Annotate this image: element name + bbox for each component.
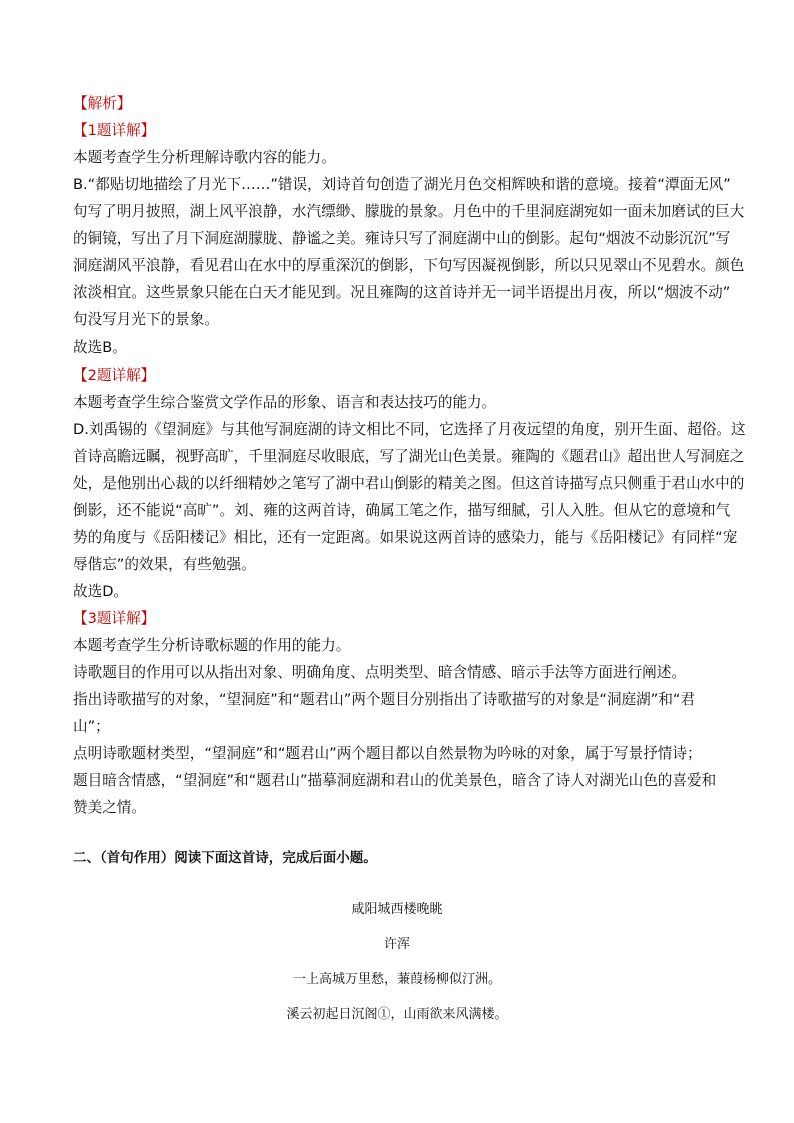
q3-line: 点明诗歌题材类型，“望洞庭”和“题君山”两个题目都以自然景物为吟咏的对象，属于写景抒情诗； (73, 745, 702, 762)
q3-line: 赞美之情。 (73, 799, 146, 816)
q2-line: 辱偕忘”的效果，有些勉强。 (73, 556, 256, 573)
q3-header: 【3题详解】 (73, 610, 156, 627)
q2-line: 倒影，还不能说“高旷”。刘、雍的这两首诗，确属工笔之作，描写细腻，引人入胜。但从它的意境和气 (73, 502, 731, 519)
q3-line: 题目暗含情感，“望洞庭”和“题君山”描摹洞庭湖和君山的优美景色，暗含了诗人对湖光山色的喜爱和 (73, 772, 717, 789)
q3-line: 本题考查学生分析诗歌标题的作用的能力。 (73, 637, 351, 654)
q3-line: 指出诗歌描写的对象，“望洞庭”和“题君山”两个题目分别指出了诗歌描写的对象是“洞庭湖”和“君 (73, 691, 696, 708)
q2-line: 首诗高瞻远瞩，视野高旷，千里洞庭尽收眼底，写了湖光山色美景。雍陶的《题君山》超出世人写洞庭之 (73, 448, 745, 465)
q2-line: 势的角度与《岳阳楼记》相比，还有一定距离。如果说这两首诗的感染力，能与《岳阳楼记》有同样“宠 (73, 529, 738, 546)
q2-answer: 故选D。 (73, 583, 129, 600)
q1-line: 洞庭湖风平浪静，看见君山在水中的厚重深沉的倒影，下句写因凝视倒影，所以只见翠山不见碧水。颜色 (73, 257, 745, 274)
poem-author: 许浑 (383, 937, 410, 952)
poem-line: 溪云初起日沉阁①，山雨欲来风满楼。 (286, 1007, 508, 1022)
q1-line: 本题考查学生分析理解诗歌内容的能力。 (73, 149, 336, 166)
q1-line: 句写了明月披照，湖上风平浪静，水汽缥缈、朦胧的景象。月色中的千里洞庭湖宛如一面未加磨试的巨大 (73, 203, 745, 220)
q3-line: 诗歌题目的作用可以从指出对象、明确角度、点明类型、暗含情感、暗示手法等方面进行阐述。 (73, 664, 686, 681)
poem-title: 咸阳城西楼晚眺 (351, 902, 443, 917)
q1-header: 【1题详解】 (73, 122, 156, 139)
q1-answer: 故选B。 (73, 339, 127, 356)
q1-line: 句没写月光下的景象。 (73, 311, 219, 328)
q1-line: 的铜镜，写出了月下洞庭湖朦胧、静谧之美。雍诗只写了洞庭湖中山的倒影。起句“烟波不动影沉沉”写 (73, 230, 731, 247)
section-heading: 二、（首句作用）阅读下面这首诗，完成后面小题。 (73, 850, 377, 866)
q2-line: D.刘禹锡的《望洞庭》与其他写洞庭湖的诗文相比不同，它选择了月夜远望的角度，别开生面、超俗。这 (73, 421, 746, 438)
analysis-header: 【解析】 (73, 95, 132, 112)
q1-line: 浓淡相宜。这些景象只能在白天才能见到。况且雍陶的这首诗并无一词半语提出月夜，所以“烟波不动” (73, 284, 731, 301)
q2-line: 本题考查学生综合鉴赏文学作品的形象、语言和表达技巧的能力。 (73, 394, 497, 411)
q3-line: 山”； (73, 718, 110, 735)
poem-line: 一上高城万里愁，蒹葭杨柳似汀洲。 (292, 972, 501, 987)
q1-line: B.“都贴切地描绘了月光下……”错误，刘诗首句创造了湖光月色交相辉映和谐的意境。接着“潭面无风” (73, 176, 731, 193)
q2-header: 【2题详解】 (73, 367, 156, 384)
q2-line: 处，是他别出心裁的以纤细精妙之笔写了湖中君山倒影的精美之图。但这首诗描写点只侧重于君山水中的 (73, 475, 745, 492)
